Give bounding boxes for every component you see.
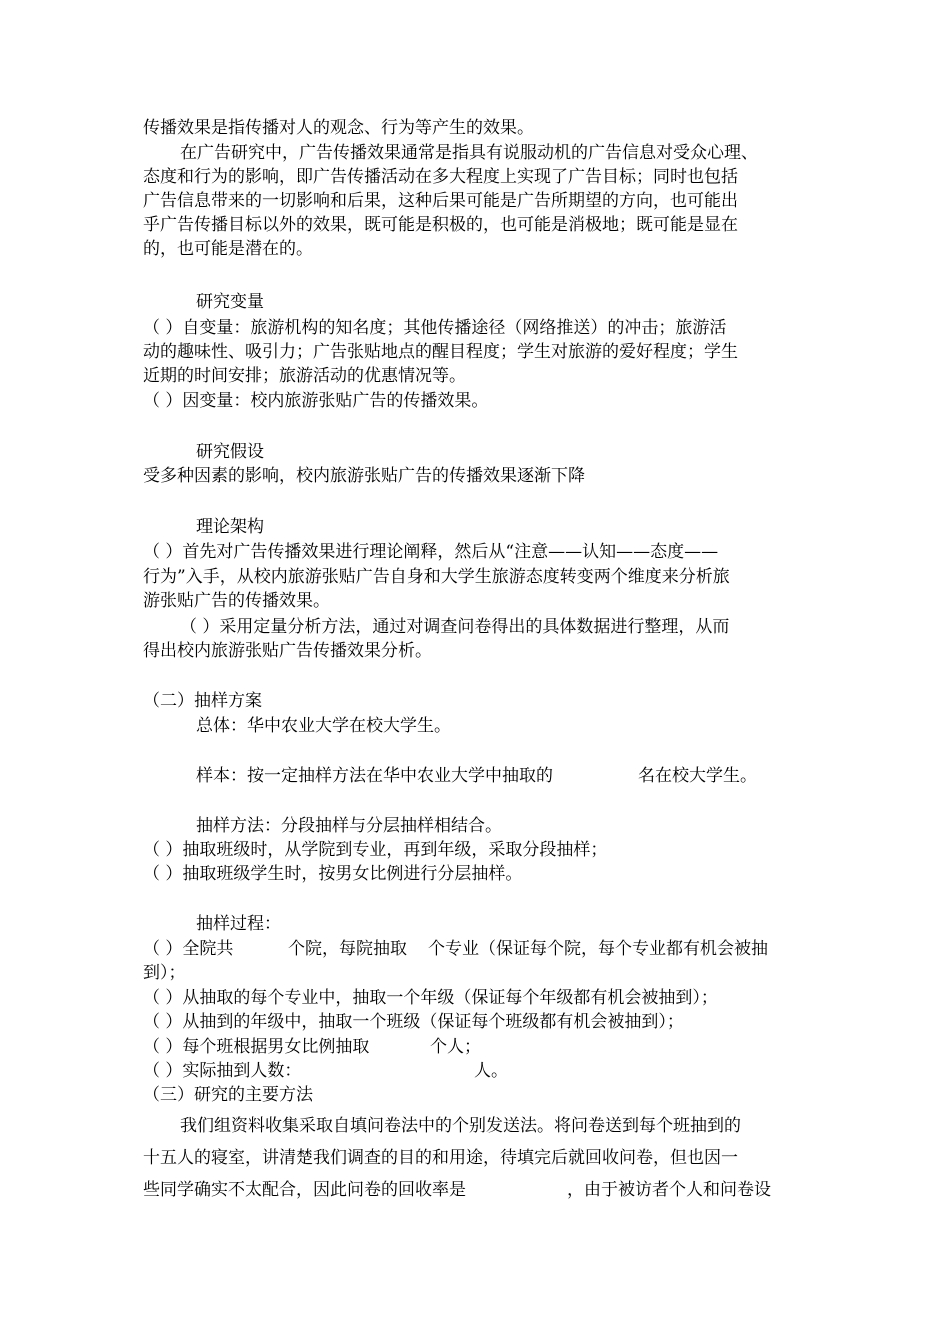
text-line: 个人； xyxy=(430,1037,481,1057)
text-line: （ ）从抽到的年级中，抽取一个班级（保证每个班级都有机会被抽到）； xyxy=(143,1012,684,1032)
text-line: 行为”入手，从校内旅游张贴广告自身和大学生旅游态度转变两个维度来分析旅 xyxy=(143,567,730,587)
text-line: 动的趣味性、吸引力；广告张贴地点的醒目程度；学生对旅游的爱好程度；学生 xyxy=(143,342,738,362)
text-line: 得出校内旅游张贴广告传播效果分析。 xyxy=(143,641,432,661)
text-line: 名在校大学生。 xyxy=(638,766,757,786)
text-line: （ ）从抽取的每个专业中，抽取一个年级（保证每个年级都有机会被抽到）； xyxy=(143,988,718,1008)
text-line: 我们组资料收集采取自填问卷法中的个别发送法。将问卷送到每个班抽到的 xyxy=(180,1116,741,1136)
text-line: 总体：华中农业大学在校大学生。 xyxy=(196,716,451,736)
section-heading: 研究假设 xyxy=(196,442,264,462)
text-line: （ ）抽取班级学生时，按男女比例进行分层抽样。 xyxy=(143,864,523,884)
text-line: 到）； xyxy=(143,963,186,983)
text-line: ，由于被访者个人和问卷设 xyxy=(567,1180,771,1200)
text-line: 受多种因素的影响，校内旅游张贴广告的传播效果逐渐下降 xyxy=(143,466,585,486)
text-line: （ ）首先对广告传播效果进行理论阐释，然后从“注意——认知——态度—— xyxy=(143,542,719,562)
text-line: 的，也可能是潜在的。 xyxy=(143,239,313,259)
text-line: 抽样过程： xyxy=(196,914,281,934)
text-line: （ ）实际抽到人数： xyxy=(143,1061,302,1081)
section-heading: 研究变量 xyxy=(196,292,264,312)
section-heading: （三）研究的主要方法 xyxy=(143,1085,313,1105)
text-line: 在广告研究中，广告传播效果通常是指具有说服动机的广告信息对受众心理、 xyxy=(180,143,758,163)
text-line: 十五人的寝室，讲清楚我们调查的目的和用途，待填完后就回收问卷，但也因一 xyxy=(143,1148,738,1168)
text-line: 抽样方法：分段抽样与分层抽样相结合。 xyxy=(196,816,502,836)
text-line: 广告信息带来的一切影响和后果，这种后果可能是广告所期望的方向，也可能出 xyxy=(143,191,738,211)
text-line: 个院，每院抽取 xyxy=(288,939,407,959)
text-line: （ ）每个班根据男女比例抽取 xyxy=(143,1037,370,1057)
section-heading: （二）抽样方案 xyxy=(143,691,262,711)
text-line: （ ）自变量：旅游机构的知名度；其他传播途径（网络推送）的冲击；旅游活 xyxy=(143,318,727,338)
text-line: 样本：按一定抽样方法在华中农业大学中抽取的 xyxy=(196,766,553,786)
text-line: （ ）抽取班级时，从学院到专业，再到年级，采取分段抽样； xyxy=(143,840,608,860)
text-line: 传播效果是指传播对人的观念、行为等产生的效果。 xyxy=(143,118,534,138)
text-line: （ ）全院共 xyxy=(143,939,234,959)
text-line: 人。 xyxy=(474,1061,508,1081)
text-line: 近期的时间安排；旅游活动的优惠情况等。 xyxy=(143,366,466,386)
text-line: 游张贴广告的传播效果。 xyxy=(143,591,330,611)
text-line: 个专业（保证每个院，每个专业都有机会被抽 xyxy=(428,939,768,959)
section-heading: 理论架构 xyxy=(196,517,264,537)
text-line: （ ）因变量：校内旅游张贴广告的传播效果。 xyxy=(143,391,489,411)
text-line: 态度和行为的影响，即广告传播活动在多大程度上实现了广告目标；同时也包括 xyxy=(143,167,738,187)
text-line: 些同学确实不太配合，因此问卷的回收率是 xyxy=(143,1180,466,1200)
text-line: 乎广告传播目标以外的效果，既可能是积极的，也可能是消极地；既可能是显在 xyxy=(143,215,738,235)
text-line: （ ）采用定量分析方法，通过对调查问卷得出的具体数据进行整理，从而 xyxy=(180,617,730,637)
